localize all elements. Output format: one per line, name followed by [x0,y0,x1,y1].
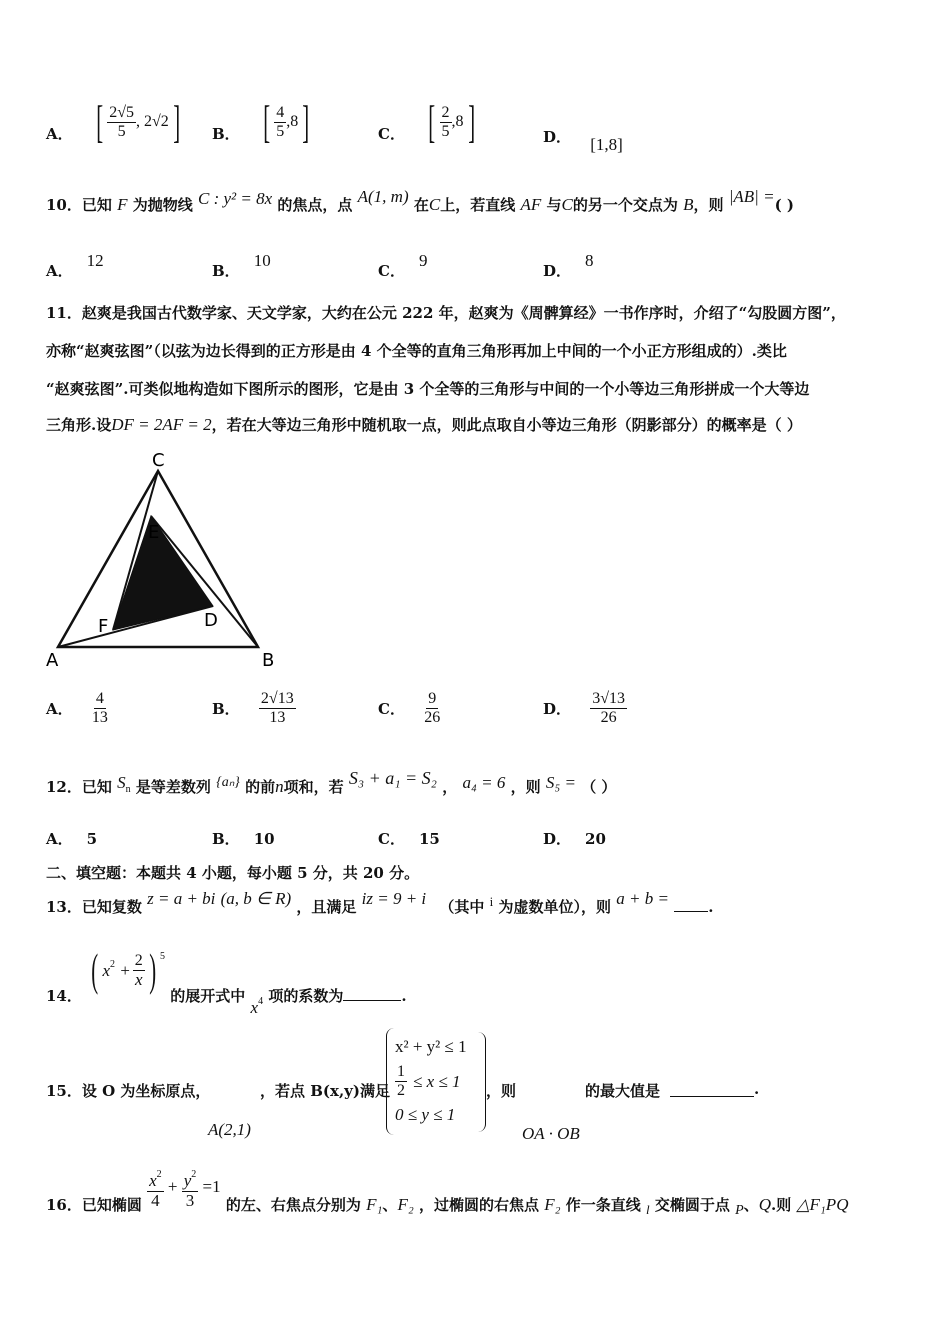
q15-answer-blank[interactable] [670,1096,754,1097]
q10-option-a[interactable]: A．12 [46,251,104,280]
question-12: 12．已知 $S_n$ 是等差数列 {aₙ} 的前n项和，若 S₃ + a₁ = S₂ ， a₄ = 6 ，则 S₅ = （ ） [46,768,617,796]
option-label: C． [378,124,405,143]
question-10: 10．已知 F 为抛物线 C : y² = 8x 的焦点，点 A(1, m) 在C上，若直线 AF 与C的另一个交点为 B，则 |AB| =( ) [46,187,794,214]
question-11-line3: “赵爽弦图”.可类似地构造如下图所示的图形，它是由 3 个全等的三角形与中间的一个小等边三角形拼成一个大等边 [46,380,810,398]
q9-option-c[interactable]: C． [ $\frac{2}{5}$ ,8 ] [378,96,475,147]
question-15: 15．设 O 为坐标原点， A(2,1) ，若点 B(x,y)满足 x² + y² ≤ 1 $\frac{1}{2}$ ≤ x ≤ 1 0 ≤ y ≤ 1 ，则 OA · OB 的最大值是 . [46,1028,920,1148]
section-2-heading: 二、填空题：本题共 4 小题，每小题 5 分，共 20 分。 [46,864,420,882]
q9-option-b[interactable]: B． [ $\frac{4}{5}$ ,8 ] [212,96,310,147]
q11-option-b[interactable]: B． $\frac{2√13}{13}$ [212,690,294,726]
q11-option-d[interactable]: D． $\frac{3√13}{26}$ [543,690,626,726]
q11-option-c[interactable]: C． $\frac{9}{26}$ [378,690,441,726]
question-16: 16．已知椭圆 $\frac{x^2}{4}$ + $\frac{y^2}{3}$ =1 的左、右焦点分别为 F₁、F₂ ，过椭圆的右焦点 F₂ 作一条直线 l 交椭圆于点 P、Q.则 △F₁PQ [46,1166,920,1216]
option-label: D． [543,128,572,146]
label-A: A [46,650,59,671]
q12-option-a[interactable]: A． 5 [46,830,98,848]
q12-option-b[interactable]: B． 10 [212,830,275,848]
label-C: C [152,450,165,471]
q10-option-d[interactable]: D．8 [543,251,594,280]
q12-option-c[interactable]: C． 15 [378,830,440,848]
label-F: F [98,616,109,637]
q9-option-a[interactable]: A． [ $\frac{2√5}{5}$ , 2√2 ] [46,96,180,147]
option-label: B． [212,124,240,143]
question-14: 14． ( $x^2$ + $\frac{2}{x}$ ) 5 的展开式中 $x^4$ 项的系数为 . [46,944,407,1017]
question-11-line1: 11．赵爽是我国古代数学家、天文学家，大约在公元 222 年，赵爽为《周髀算经》一书作序时，介绍了“勾股圆方图”， [46,304,846,322]
label-D: D [204,610,218,631]
question-13: 13．已知复数 z = a + bi (a, b ∈ R) ，且满足 iz = 9 + i （其中 i 为虚数单位），则 a + b = . [46,889,714,916]
q12-option-d[interactable]: D． 20 [543,830,606,848]
option-label: A． [46,124,73,143]
question-11-line4: 三角形.设DF = 2AF = 2，若在大等边三角形中随机取一点，则此点取自小等边三角形（阴影部分）的概率是（ ） [46,415,802,434]
label-B: B [262,650,275,671]
label-E: E [148,522,160,543]
q9-option-d[interactable]: D． [1,8] [543,128,623,154]
q10-option-b[interactable]: B．10 [212,251,271,280]
q14-answer-blank[interactable] [343,1000,401,1001]
q10-option-c[interactable]: C．9 [378,251,428,280]
q13-answer-blank[interactable] [674,911,708,912]
q11-option-a[interactable]: A． $\frac{4}{13}$ [46,690,108,726]
zhao-shuang-triangle-figure [40,444,290,674]
question-11-line2: 亦称“赵爽弦图”（以弦为边长得到的正方形是由 4 个全等的直角三角形再加上中间的一个小正方形组成的）.类比 [46,342,787,360]
q15-constraint-system: x² + y² ≤ 1 $\frac{1}{2}$ ≤ x ≤ 1 0 ≤ y ≤ 1 [386,1028,475,1135]
